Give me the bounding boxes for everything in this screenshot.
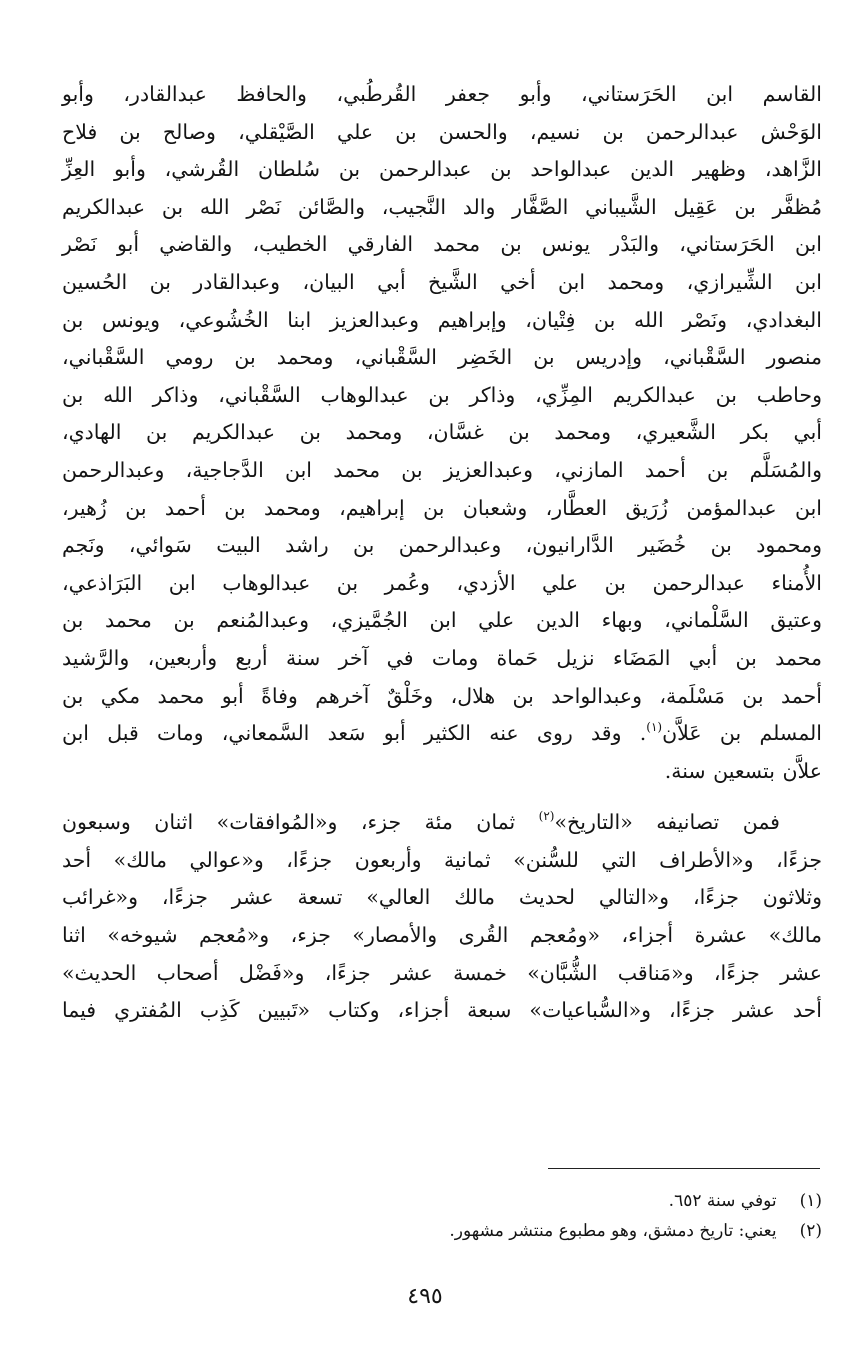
- text-line: وحاطب بن عبدالكريم المِزِّي، وذاكر بن عبدالوهاب السَّقْباني، وذاكر الله بن: [62, 382, 822, 407]
- text-line: أبي بكر الشَّعيري، ومحمد بن غسَّان، ومحمد بن عبدالكريم بن الهادي،: [62, 420, 822, 445]
- text-line: أحد عشر جزءًا، و«السُّباعيات» سبعة أجزاء، وكتاب «تَبيين كَذِب المُفتري فيما: [62, 998, 822, 1023]
- footnote-number: (١): [799, 1191, 822, 1211]
- text-segment: . وقد روى عنه الكثير أبو سَعد السَّمعاني، ومات قبل ابن: [62, 721, 647, 746]
- text-line: منصور السَّقْباني، وإدريس بن الخَضِر السَّقْباني، ومحمد بن رومي السَّقْباني،: [62, 345, 822, 370]
- footnote-text: يعني: تاريخ دمشق، وهو مطبوع منتشر مشهور.: [449, 1221, 777, 1241]
- text-line: مالك» عشرة أجزاء، «ومُعجم القُرى والأمصار» جزء، و«مُعجم شيوخه» اثنا: [62, 923, 822, 948]
- text-line: وثلاثون جزءًا، و«التالي لحديث مالك العالي» تسعة عشر جزءًا، و«غرائب: [62, 885, 822, 910]
- text-line: أحمد بن مَسْلَمة، وعبدالواحد بن هلال، وخَلْقٌ آخرهم وفاةً أبو محمد مكي بن: [62, 683, 822, 708]
- footnote-reference-2: (٢): [538, 809, 555, 824]
- text-segment: فمن تصانيفه «التاريخ»: [554, 810, 780, 835]
- text-line: البغدادي، ونَصْر الله بن فِتْيان، وإبراهيم وعبدالعزيز ابنا الخُشُوعي، ويونس بن: [62, 307, 822, 332]
- text-segment: المسلم بن عَلاَّن: [662, 721, 822, 746]
- text-line: وعتيق السَّلْماني، وبهاء الدين علي ابن الجُمَّيزي، وعبدالمُنعم بن محمد بن: [62, 608, 822, 633]
- text-line: علاَّن بتسعين سنة.: [664, 758, 822, 783]
- text-line: جزءًا، و«الأطراف التي للسُّنن» ثمانية وأربعون جزءًا، و«عوالي مالك» أحد: [62, 847, 822, 872]
- text-line: الأُمناء عبدالرحمن بن علي الأزدي، وعُمر بن عبدالوهاب ابن البَرَاذعي،: [62, 570, 822, 595]
- paragraph-2: [62, 804, 822, 1067]
- text-line: مُظفَّر بن عَقِيل الشَّيباني الصَّفَّار والد النَّجيب، والصَّائن نَصْر الله بن عبدالكريم: [62, 194, 822, 219]
- footnote-separator: [548, 1168, 820, 1169]
- footnote-number: (٢): [799, 1221, 822, 1241]
- text-line: [62, 804, 822, 842]
- footnote-1: [100, 1186, 822, 1216]
- paragraph-1: [62, 76, 822, 790]
- text-line: عشر جزءًا، و«مَناقب الشُّبَّان» خمسة عشر جزءًا، و«فَضْل أصحاب الحديث»: [62, 960, 822, 985]
- paragraph-gap: [62, 790, 822, 804]
- text-line: الزَّاهد، وظهير الدين عبدالواحد بن عبدالرحمن بن سُلطان القُرشي، وأبو العِزِّ: [62, 157, 822, 182]
- text-line: ابن عبدالمؤمن زُرَيق العطَّار، وشعبان بن إبراهيم، ومحمد بن أحمد بن زُهير،: [62, 495, 822, 520]
- text-line: [62, 715, 822, 753]
- footnote-text: توفي سنة ٦٥٢.: [668, 1191, 777, 1211]
- text-line: ومحمود بن خُضَير الدَّارانيون، وعبدالرحمن بن راشد البيت سَوائي، ونَجم: [62, 533, 822, 558]
- text-line: القاسم ابن الحَرَستاني، وأبو جعفر القُرطُبي، والحافظ عبدالقادر، وأبو: [62, 82, 822, 106]
- footnote-2: [100, 1216, 822, 1246]
- text-segment: ثمان مئة جزء، و«المُوافقات» اثنان وسبعون: [62, 810, 539, 835]
- text-line: ابن الشِّيرازي، ومحمد ابن أخي الشَّيخ أبي البيان، وعبدالقادر بن الحُسين: [62, 269, 822, 294]
- text-line: محمد بن أبي المَضَاء نزيل حَماة ومات في آخر سنة أربع وأربعين، والرَّشيد: [62, 645, 822, 670]
- footnotes: [100, 1186, 822, 1246]
- text-line: ابن الحَرَستاني، والبَدْر يونس بن محمد الفارقي الخطيب، والقاضي أبو نَصْر: [62, 232, 822, 257]
- page-number: ٤٩٥: [407, 1284, 443, 1309]
- footnote-reference-1: (١): [646, 720, 663, 735]
- text-line: الوَحْش عبدالرحمن بن نسيم، والحسن بن علي الصَّيْقلي، وصالح بن فلاح: [62, 119, 822, 144]
- text-line: والمُسَلَّم بن أحمد المازني، وعبدالعزيز بن محمد ابن الدَّجاجية، وعبدالرحمن: [62, 457, 822, 482]
- main-text: [62, 76, 822, 1067]
- text-line: [62, 1030, 822, 1068]
